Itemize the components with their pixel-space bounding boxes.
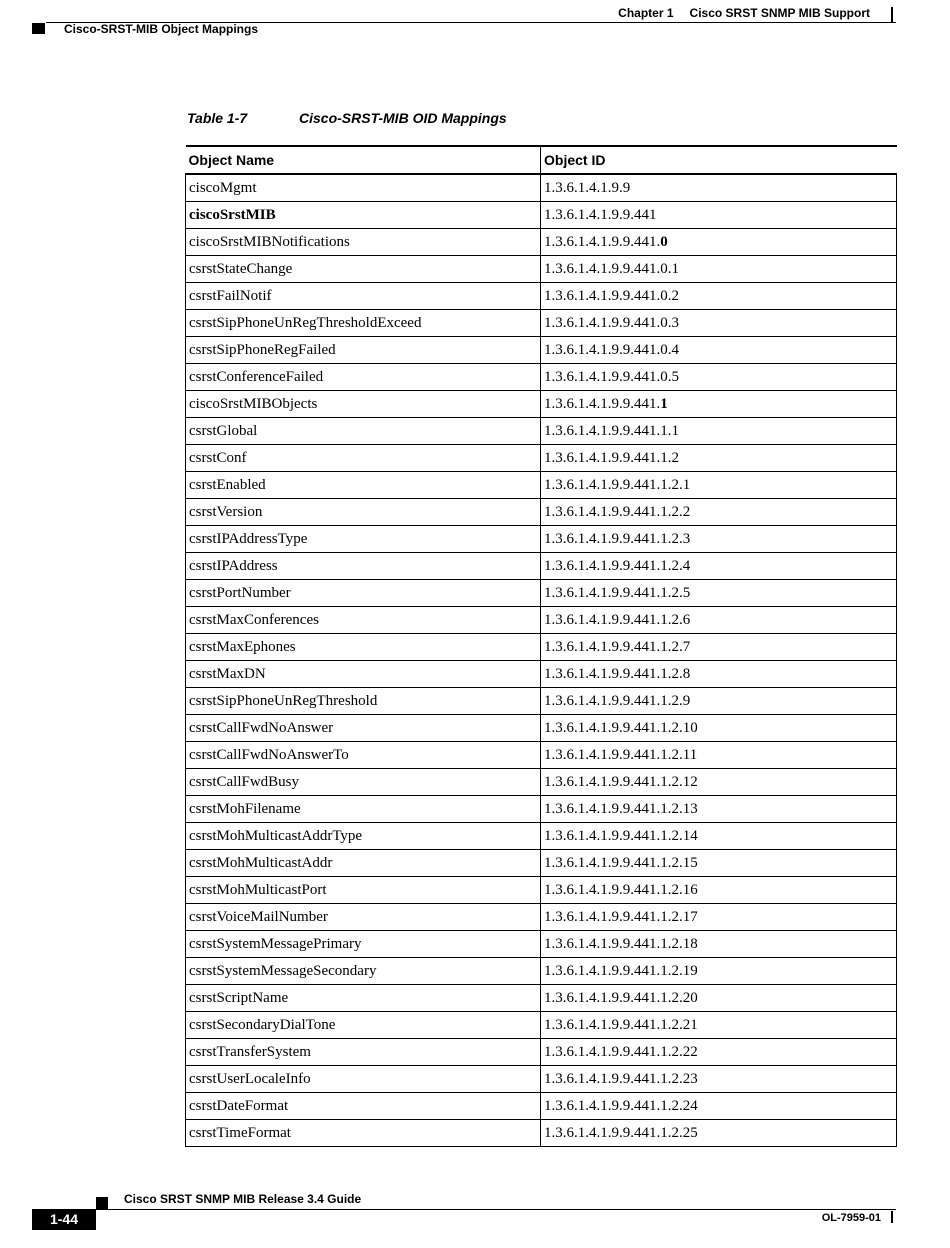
object-id-cell (541, 472, 897, 499)
object-id-value: 1.3.6.1.4.1.9.9.441.1.1 (544, 422, 679, 439)
object-id-cell (541, 391, 897, 418)
object-id-cell (541, 688, 897, 715)
object-id-cell (541, 229, 897, 256)
object-name-cell: csrstDateFormat (186, 1093, 541, 1120)
table-row (186, 931, 897, 958)
table-row (186, 715, 897, 742)
table-row (186, 364, 897, 391)
object-name-cell: csrstSecondaryDialTone (186, 1012, 541, 1039)
object-id-value: 1.3.6.1.4.1.9.9.441.1.2.24 (544, 1097, 698, 1114)
object-name-cell: csrstMohFilename (186, 796, 541, 823)
object-id-bold-suffix: 1 (660, 395, 668, 412)
object-name-cell: csrstGlobal (186, 418, 541, 445)
object-id-value: 1.3.6.1.4.1.9.9.441.0.5 (544, 368, 679, 385)
table-row (186, 526, 897, 553)
footer-bar (891, 1211, 893, 1223)
column-header-object-name: Object Name (186, 146, 541, 174)
table-row (186, 391, 897, 418)
object-id-value: 1.3.6.1.4.1.9.9.441.0.2 (544, 287, 679, 304)
object-name-cell: csrstTimeFormat (186, 1120, 541, 1147)
object-name-cell: csrstCallFwdNoAnswerTo (186, 742, 541, 769)
object-name-cell: csrstMohMulticastPort (186, 877, 541, 904)
object-id-cell (541, 607, 897, 634)
object-id-cell (541, 499, 897, 526)
page-number: 1-44 (32, 1209, 96, 1230)
table-header-row (186, 146, 897, 174)
object-id-cell (541, 445, 897, 472)
table-row (186, 796, 897, 823)
object-id-cell (541, 1120, 897, 1147)
object-name-cell: csrstCallFwdNoAnswer (186, 715, 541, 742)
object-id-value: 1.3.6.1.4.1.9.9.441. (544, 233, 661, 250)
object-name-cell: csrstCallFwdBusy (186, 769, 541, 796)
object-name-cell: ciscoMgmt (186, 174, 541, 202)
object-id-value: 1.3.6.1.4.1.9.9.441.1.2.3 (544, 530, 691, 547)
table-row (186, 445, 897, 472)
table-row (186, 553, 897, 580)
object-id-value: 1.3.6.1.4.1.9.9.441.1.2.5 (544, 584, 691, 601)
object-id-cell (541, 202, 897, 229)
table-row (186, 688, 897, 715)
object-id-cell (541, 418, 897, 445)
object-name-cell: csrstEnabled (186, 472, 541, 499)
table-row (186, 580, 897, 607)
chapter-title: Cisco SRST SNMP MIB Support (689, 6, 870, 20)
document-number: OL-7959-01 (821, 1212, 881, 1224)
object-id-value: 1.3.6.1.4.1.9.9.441.1.2.17 (544, 908, 698, 925)
object-name-cell: csrstMaxConferences (186, 607, 541, 634)
table-row (186, 256, 897, 283)
object-id-cell (541, 877, 897, 904)
chapter-number: Chapter 1 (618, 6, 674, 20)
object-id-cell (541, 1039, 897, 1066)
object-id-cell (541, 958, 897, 985)
table-row (186, 661, 897, 688)
object-id-value: 1.3.6.1.4.1.9.9.441.1.2.10 (544, 719, 698, 736)
object-id-cell (541, 904, 897, 931)
object-name-cell: csrstSipPhoneUnRegThreshold (186, 688, 541, 715)
object-id-value: 1.3.6.1.4.1.9.9.441.1.2.14 (544, 827, 698, 844)
table-row (186, 283, 897, 310)
object-id-cell (541, 337, 897, 364)
object-id-cell (541, 769, 897, 796)
object-name-cell: csrstMohMulticastAddr (186, 850, 541, 877)
object-id-value: 1.3.6.1.4.1.9.9.441.1.2.21 (544, 1016, 698, 1033)
table-row (186, 472, 897, 499)
object-id-value: 1.3.6.1.4.1.9.9.441.1.2.7 (544, 638, 691, 655)
object-name-cell: csrstPortNumber (186, 580, 541, 607)
table-row (186, 337, 897, 364)
object-name-cell: csrstStateChange (186, 256, 541, 283)
object-name-cell: ciscoSrstMIB (186, 202, 541, 229)
object-id-value: 1.3.6.1.4.1.9.9.441.1.2.15 (544, 854, 698, 871)
object-id-value: 1.3.6.1.4.1.9.9.441 (544, 206, 657, 223)
object-name-cell: csrstVoiceMailNumber (186, 904, 541, 931)
object-name-cell: csrstConferenceFailed (186, 364, 541, 391)
object-id-value: 1.3.6.1.4.1.9.9.441.1.2.20 (544, 989, 698, 1006)
object-id-cell (541, 1012, 897, 1039)
table-row (186, 877, 897, 904)
object-id-cell (541, 526, 897, 553)
object-id-value: 1.3.6.1.4.1.9.9.441.1.2.2 (544, 503, 691, 520)
object-name-cell: csrstSipPhoneUnRegThresholdExceed (186, 310, 541, 337)
object-id-cell (541, 580, 897, 607)
object-id-cell (541, 661, 897, 688)
object-id-cell (541, 931, 897, 958)
table-row (186, 769, 897, 796)
object-id-cell (541, 850, 897, 877)
object-id-value: 1.3.6.1.4.1.9.9.441.1.2.22 (544, 1043, 698, 1060)
object-id-value: 1.3.6.1.4.1.9.9.441.1.2.8 (544, 665, 691, 682)
object-name-cell: csrstMohMulticastAddrType (186, 823, 541, 850)
object-id-value: 1.3.6.1.4.1.9.9.441.1.2.6 (544, 611, 691, 628)
object-id-value: 1.3.6.1.4.1.9.9.441.0.1 (544, 260, 679, 277)
object-id-cell (541, 1093, 897, 1120)
object-name-cell: ciscoSrstMIBNotifications (186, 229, 541, 256)
object-id-cell (541, 364, 897, 391)
object-name-cell: csrstSipPhoneRegFailed (186, 337, 541, 364)
object-name-cell: csrstFailNotif (186, 283, 541, 310)
object-id-cell (541, 742, 897, 769)
footer-rule (96, 1209, 896, 1210)
table-row (186, 1039, 897, 1066)
header-square-marker (32, 23, 45, 34)
object-id-cell (541, 634, 897, 661)
object-name-cell: csrstMaxDN (186, 661, 541, 688)
table-row (186, 850, 897, 877)
object-id-cell (541, 796, 897, 823)
object-name-cell: ciscoSrstMIBObjects (186, 391, 541, 418)
object-id-value: 1.3.6.1.4.1.9.9 (544, 179, 631, 196)
object-id-value: 1.3.6.1.4.1.9.9.441.1.2.12 (544, 773, 698, 790)
object-id-value: 1.3.6.1.4.1.9.9.441.0.4 (544, 341, 679, 358)
table-row (186, 634, 897, 661)
running-header-chapter (618, 6, 870, 20)
object-id-value: 1.3.6.1.4.1.9.9.441.1.2.13 (544, 800, 698, 817)
object-name-cell: csrstScriptName (186, 985, 541, 1012)
object-id-value: 1.3.6.1.4.1.9.9.441. (544, 395, 661, 412)
object-id-bold-suffix: 0 (660, 233, 668, 250)
table-row (186, 904, 897, 931)
table-row (186, 418, 897, 445)
object-id-cell (541, 553, 897, 580)
object-id-cell (541, 823, 897, 850)
footer-square-marker (96, 1197, 108, 1209)
object-id-value: 1.3.6.1.4.1.9.9.441.1.2.19 (544, 962, 698, 979)
object-name-cell: csrstVersion (186, 499, 541, 526)
object-id-value: 1.3.6.1.4.1.9.9.441.1.2.11 (544, 746, 698, 763)
table-row (186, 607, 897, 634)
table-row (186, 742, 897, 769)
table-row (186, 174, 897, 202)
column-header-object-id: Object ID (541, 146, 897, 174)
object-id-cell (541, 256, 897, 283)
object-id-cell (541, 715, 897, 742)
table-row (186, 499, 897, 526)
table-row (186, 229, 897, 256)
object-name-cell: csrstUserLocaleInfo (186, 1066, 541, 1093)
object-name-cell: csrstConf (186, 445, 541, 472)
object-id-cell (541, 985, 897, 1012)
object-id-value: 1.3.6.1.4.1.9.9.441.1.2.23 (544, 1070, 698, 1087)
table-caption-number: Table 1-7 (187, 110, 248, 126)
header-bar (891, 7, 893, 23)
object-id-value: 1.3.6.1.4.1.9.9.441.1.2.25 (544, 1124, 698, 1141)
table-row (186, 1120, 897, 1147)
table-row (186, 958, 897, 985)
object-id-value: 1.3.6.1.4.1.9.9.441.1.2 (544, 449, 679, 466)
table-caption-title: Cisco-SRST-MIB OID Mappings (299, 110, 507, 126)
object-id-cell (541, 283, 897, 310)
object-id-cell (541, 174, 897, 202)
object-id-value: 1.3.6.1.4.1.9.9.441.0.3 (544, 314, 679, 331)
object-id-value: 1.3.6.1.4.1.9.9.441.1.2.16 (544, 881, 698, 898)
table-row (186, 310, 897, 337)
table-row (186, 1012, 897, 1039)
object-name-cell: csrstIPAddress (186, 553, 541, 580)
object-id-cell (541, 310, 897, 337)
running-header-section: Cisco-SRST-MIB Object Mappings (64, 22, 259, 36)
object-id-value: 1.3.6.1.4.1.9.9.441.1.2.18 (544, 935, 698, 952)
object-id-value: 1.3.6.1.4.1.9.9.441.1.2.9 (544, 692, 691, 709)
footer-guide-title: Cisco SRST SNMP MIB Release 3.4 Guide (124, 1192, 362, 1206)
oid-mappings-table (185, 145, 897, 1147)
table-row (186, 1066, 897, 1093)
object-name-cell: csrstSystemMessageSecondary (186, 958, 541, 985)
table-row (186, 985, 897, 1012)
table-body (186, 174, 897, 1147)
object-name-cell: csrstTransferSystem (186, 1039, 541, 1066)
table-row (186, 823, 897, 850)
table-caption (187, 110, 507, 126)
table-row (186, 1093, 897, 1120)
object-name-cell: csrstSystemMessagePrimary (186, 931, 541, 958)
object-id-value: 1.3.6.1.4.1.9.9.441.1.2.1 (544, 476, 691, 493)
object-id-cell (541, 1066, 897, 1093)
object-id-value: 1.3.6.1.4.1.9.9.441.1.2.4 (544, 557, 691, 574)
table-row (186, 202, 897, 229)
object-name-cell: csrstIPAddressType (186, 526, 541, 553)
object-name-cell: csrstMaxEphones (186, 634, 541, 661)
